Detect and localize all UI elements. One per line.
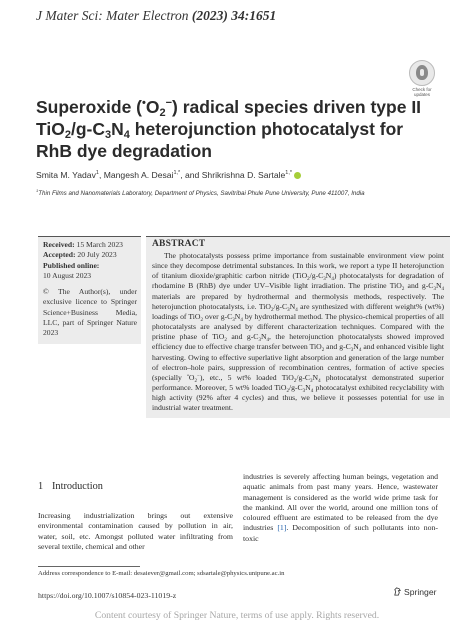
affiliation-mark: 1	[36, 188, 39, 193]
author-affiliation-mark: 1	[95, 170, 99, 176]
orcid-icon[interactable]	[294, 172, 301, 179]
abstract-box	[146, 236, 450, 418]
title-part: N	[111, 119, 124, 139]
received-date: 15 March 2023	[76, 240, 123, 249]
accepted-label: Accepted:	[43, 250, 76, 260]
published-label: Published online:	[43, 260, 100, 270]
title-part: heterojunction photocatalyst for RhB dye degradation	[36, 119, 404, 161]
check-for-updates-badge[interactable]	[408, 60, 436, 97]
intro-left-column: Increasing industrialization brings out extensive environmental contamination caused by pollution in air, water, soil, etc. Amongst polluted water infiltrating from several textile, chemical and other	[38, 511, 233, 551]
accepted-date: 20 July 2023	[77, 250, 117, 260]
title-superscript: −	[165, 97, 173, 109]
author-name[interactable]: Smita M. Yadav	[36, 170, 96, 180]
journal-header	[36, 8, 276, 24]
springer-horse-icon	[393, 587, 402, 596]
author-affiliation-mark: 1,*	[285, 170, 293, 176]
check-label-line2: updates	[413, 92, 430, 97]
author-name[interactable]: , Mangesh A. Desai	[98, 170, 174, 180]
accepted-row	[43, 250, 137, 260]
title-subscript: 2	[64, 129, 71, 141]
received-row	[43, 240, 137, 250]
doi-link[interactable]: https://doi.org/10.1007/s10854-023-11019-z	[38, 591, 177, 600]
author-name[interactable]: , and Shrikrishna D. Sartale	[180, 170, 286, 180]
copyright-notice: © The Author(s), under exclusive licence to Springer Science+Business Media, LLC, part of Springer Nature 2023	[43, 287, 137, 338]
article-history-sidebar	[38, 236, 141, 344]
title-subscript: 2	[159, 107, 166, 119]
title-part: ) radical species driven type II TiO	[36, 97, 422, 139]
correspondence-footnote: Address correspondence to E-mail: desaiever@gmail.com; sdsartale@physics.unipune.ac.in	[38, 570, 285, 577]
footnote-divider	[38, 566, 140, 567]
journal-year-volume: (2023) 34:1651	[191, 8, 277, 23]
affiliation-text: Thin Films and Nanomaterials Laboratory, Department of Physics, Savitribai Phule Pune University, Pune 411007, India	[38, 190, 365, 197]
intro-right-text: industries is severely affecting human beings, vegetation and aquatic animals from past many years. Hence, wastewater management is considered as the world wide prime task for the mankind. All over the world, around one million tons of coloured effluent are estimated to be released from the dye industries	[243, 472, 438, 533]
check-label-line1: Check for	[412, 87, 432, 92]
abstract-text: The photocatalysts possess prime importance from sustainable environment view point since they decompose detrimental substances. In this work, we report a type II heterojunction of titanium dioxide/graphitic carbon nitride $(TiO_2/g-C_3N_4)$ photocatalysts for degradation of rhodamine B (RhB) dye under UV–Visible light irradiation. The pristine TiO$_2$ and $g-C_3N_4$ materials are prepared by hydrothermal and thermolysis methods, respectively. The heterojunction photocatalysts, i.e. $TiO_2/g-C_3N_4$ are synthesized with different weight% (wt%) loadings of TiO$_2$ over $g-C_3N_4$ by hydrothermal method. The physico-chemical properties of all photocatalysts are analysed by different characterization techniques. Compared with the pristine phase of TiO$_2$ and $g-C_3N_4$, the heterojunction photocatalysts showed improved efficiency due to effective charge transfer between TiO$_2$ and $g-C_3N_4$ and enhanced visible light harvesting. Owing to effective superlative light absorption and generation of the large number of electron–hole pairs, suppression of recombination centres, formation of active species (specially $^•O_2^-$), etc., 5 wt% loaded $TiO_2/g-C_3N_4$ photocatalyst demonstrated superior performance. Moreover, 5 wt% loaded $TiO_2/g-C_3N_4$ photocatalyst exhibited recyclability with high activity (92% after 4 cycles) and thus, we believe it possesses potential for use in industrial water treatment.	[152, 251, 445, 413]
section-heading-introduction	[38, 481, 103, 492]
author-list	[36, 170, 301, 180]
abstract-heading: ABSTRACT	[152, 239, 206, 249]
publisher-logo	[393, 587, 436, 597]
section-title: Introduction	[52, 481, 103, 492]
article-title	[36, 96, 436, 162]
citation-link[interactable]: [1]	[277, 523, 287, 533]
section-number: 1	[38, 481, 44, 492]
published-row	[43, 261, 137, 282]
publisher-name: Springer	[404, 587, 437, 597]
published-date: 10 August 2023	[43, 270, 92, 280]
courtesy-watermark: Content courtesy of Springer Nature, terms of use apply. Rights reserved.	[94, 610, 380, 621]
title-part: /g-C	[70, 119, 106, 139]
journal-name: J Mater Sci: Mater Electron	[36, 8, 189, 23]
crossmark-icon	[409, 60, 435, 86]
intro-right-column	[243, 472, 438, 544]
title-part: Superoxide (	[36, 97, 142, 117]
intro-right-text: . Decomposition of such pollutants into non-toxic	[243, 523, 438, 543]
title-radical-dot: •	[142, 97, 146, 109]
received-label: Received:	[43, 240, 75, 249]
title-subscript: 4	[123, 129, 130, 141]
title-part: O	[145, 97, 160, 117]
title-subscript: 3	[105, 129, 112, 141]
author-affiliation-mark: 1,*	[173, 170, 181, 176]
affiliation	[36, 190, 365, 197]
